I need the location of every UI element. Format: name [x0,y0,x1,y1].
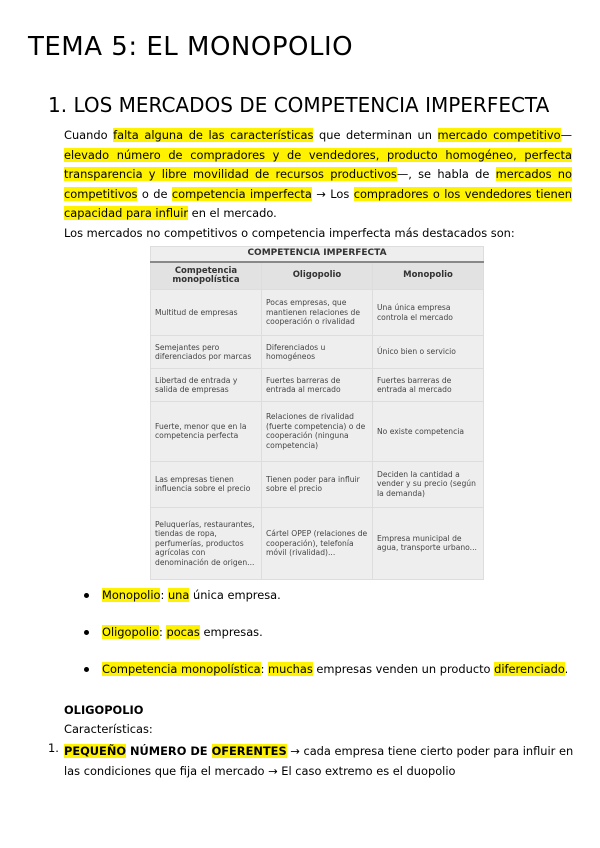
table-cell: Una única empresa controla el mercado [373,290,484,336]
item-text: → cada empresa tiene cierto poder para influir en las condiciones que fija el mercado → El caso extremo es el duopolio [64,744,574,778]
item-key-1: PEQUEÑO [64,744,127,758]
table-row [151,507,484,579]
table-cell: Pocas empresas, que mantienen relaciones de cooperación o rivalidad [262,290,373,336]
table-cell: No existe competencia [373,402,484,461]
table-cell: Empresa municipal de agua, transporte urbano... [373,507,484,579]
bullet-term: Monopolio [102,588,161,602]
table-header: Competencia monopolística [151,262,262,290]
bullet-icon [84,593,89,598]
table-row [151,402,484,461]
para-text-6: → Los [311,186,354,201]
intro-paragraph [64,126,572,224]
item-key-text: NÚMERO DE [126,744,212,758]
bullet-icon [84,667,89,672]
para-text-7: en el mercado. [188,206,277,220]
characteristic-item [64,741,584,781]
oligopolio-heading: OLIGOPOLIO [64,703,144,717]
table-header: Monopolio [373,262,484,290]
table-header: Oligopolio [262,262,373,290]
para-highlight-1: falta alguna de las características [113,128,314,142]
table-cell: Las empresas tienen influencia sobre el precio [151,461,262,507]
table-cell: Deciden la cantidad a vender y su precio (según la demanda) [373,461,484,507]
para-highlight-4: mercados no competitivos [64,167,572,201]
list-item [82,623,568,660]
para-text-5: o de [137,186,172,201]
table-cell: Fuertes barreras de entrada al mercado [262,369,373,402]
para-highlight-2: mercado competitivo [437,128,561,142]
para-highlight-5: competencia imperfecta [171,186,312,201]
table-row [151,461,484,507]
bullet-text: empresas. [199,625,263,639]
bullet-sep: : [160,588,168,602]
bullet-text: única empresa. [189,588,281,602]
table-row [151,290,484,336]
bullet-icon [84,630,89,635]
table-cell: Libertad de entrada y salida de empresas [151,369,262,402]
characteristics-label: Características: [64,722,153,736]
market-types-list [82,586,568,697]
bullet-sep: : [260,662,269,676]
para-text-4: —, se habla de [396,167,496,181]
bullet-key: pocas [166,625,200,639]
bullet-key: muchas [268,662,313,676]
bullet-text: empresas venden un producto [312,662,495,676]
page-title: TEMA 5: EL MONOPOLIO [28,32,354,62]
bullet-term: Oligopolio [102,625,159,639]
table-cell: Diferenciados u homogéneos [262,336,373,369]
item-number: 1. [48,741,59,755]
table-caption: COMPETENCIA IMPERFECTA [151,247,484,263]
list-item [82,586,568,623]
table-cell: Único bien o servicio [373,336,484,369]
section-heading: 1. LOS MERCADOS DE COMPETENCIA IMPERFECTA [48,93,550,117]
para-highlight-6: compradores o los vendedores tienen capacidad para influir [64,186,572,220]
para-text-3: — [560,128,572,142]
para-highlight-3: elevado número de compradores y de vendedores, producto homogéneo, perfecta transparencia y libre movilidad de recursos productivos [64,147,572,181]
para-text-1: Cuando [64,128,114,142]
list-item [82,660,568,697]
table-row [151,336,484,369]
table-cell: Fuerte, menor que en la competencia perfecta [151,402,262,461]
bullet-term: Competencia monopolística [102,662,261,676]
bullet-end: . [564,662,569,676]
para-text-2: que determinan un [313,128,438,142]
table-cell: Fuertes barreras de entrada al mercado [373,369,484,402]
competition-table [150,246,484,580]
bullet-key: una [167,588,190,602]
table-cell: Peluquerías, restaurantes, tiendas de ropa, perfumerías, productos agrícolas con denominación de origen... [151,507,262,579]
table-cell: Relaciones de rivalidad (fuerte competencia) o de cooperación (ninguna competencia) [262,402,373,461]
bullet-sep: : [159,625,167,639]
table-cell: Semejantes pero diferenciados por marcas [151,336,262,369]
table-cell: Tienen poder para influir sobre el precio [262,461,373,507]
table-row [151,369,484,402]
bullet-key-2: diferenciado [494,662,565,676]
table-cell: Cártel OPEP (relaciones de cooperación), telefonía móvil (rivalidad)... [262,507,373,579]
item-key-2: OFERENTES [211,744,287,758]
table-intro: Los mercados no competitivos o competencia imperfecta más destacados son: [64,226,515,240]
table-cell: Multitud de empresas [151,290,262,336]
